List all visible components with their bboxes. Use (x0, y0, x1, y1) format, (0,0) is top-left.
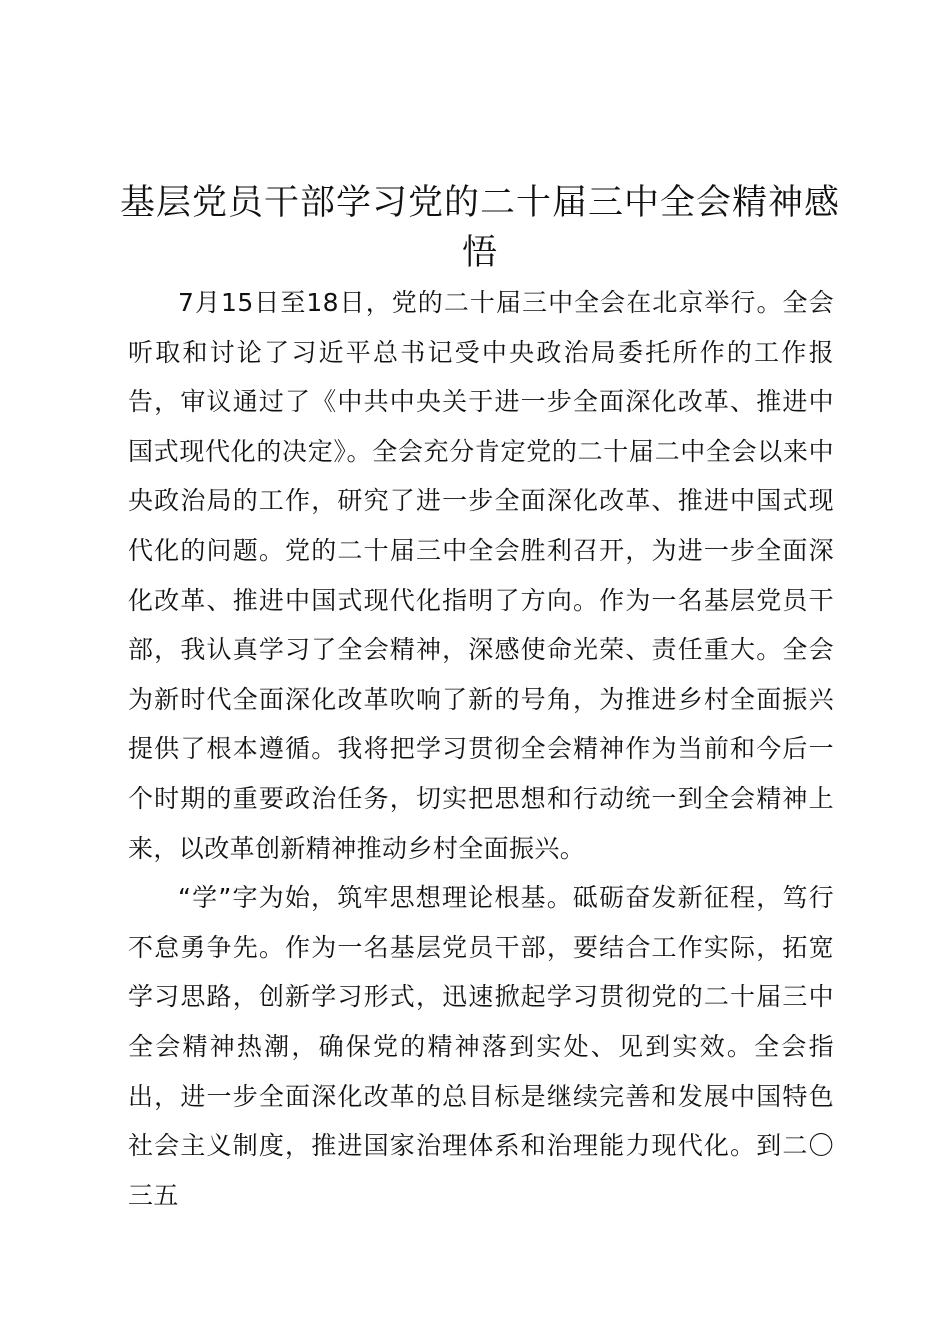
document-body (128, 278, 834, 1220)
paragraph-1: 7月15日至18日，党的二十届三中全会在北京举行。全会听取和讨论了习近平总书记受中央政治局委托所作的工作报告，审议通过了《中共中央关于进一步全面深化改革、推进中国式现代化的决定》。全会充分肯定党的二十届二中全会以来中央政治局的工作，研究了进一步全面深化改革、推进中国式现代化的问题。党的二十届三中全会胜利召开，为进一步全面深化改革、推进中国式现代化指明了方向。作为一名基层党员干部，我认真学习了全会精神，深感使命光荣、责任重大。全会为新时代全面深化改革吹响了新的号角，为推进乡村全面振兴提供了根本遵循。我将把学习贯彻全会精神作为当前和今后一个时期的重要政治任务，切实把思想和行动统一到全会精神上来，以改革创新精神推动乡村全面振兴。 (128, 288, 834, 863)
document-title: 基层党员干部学习党的二十届三中全会精神感悟 (120, 183, 841, 273)
paragraph-2: “学”字为始，筑牢思想理论根基。砥砺奋发新征程，笃行不怠勇争先。作为一名基层党员干部，要结合工作实际，拓宽学习思路，创新学习形式，迅速掀起学习贯彻党的二十届三中全会精神热潮，确保党的精神落到实处、见到实效。全会指出，进一步全面深化改革的总目标是继续完善和发展中国特色社会主义制度，推进国家治理体系和治理能力现代化。到二〇三五 (128, 883, 834, 1210)
